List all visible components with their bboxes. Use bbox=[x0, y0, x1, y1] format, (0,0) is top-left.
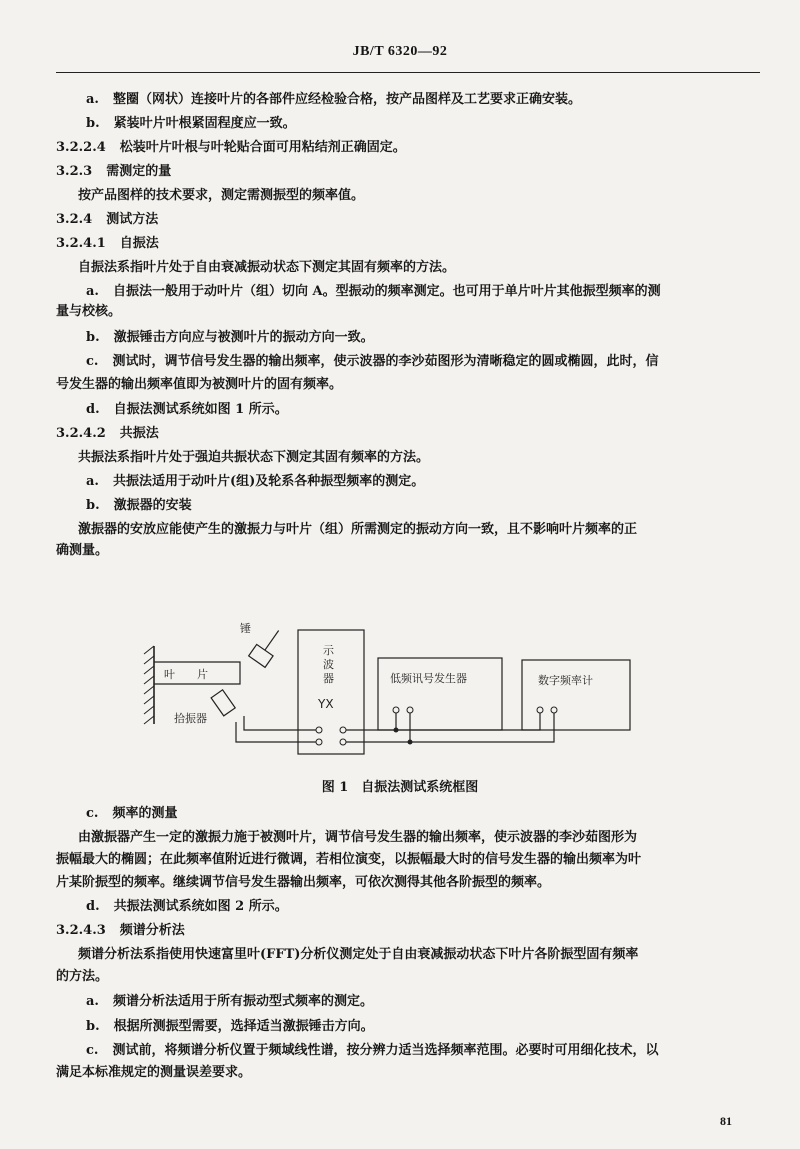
pickup-label: 拾振器 bbox=[174, 712, 207, 725]
document-header: JB/T 6320—92 bbox=[352, 44, 448, 59]
svg-text:波: 波 bbox=[323, 658, 334, 671]
svg-text:示: 示 bbox=[323, 644, 334, 657]
text-line: a. 整圈（网状）连接叶片的各部件应经检验合格，按产品图样及工艺要求正确安装。 bbox=[86, 92, 581, 107]
blade-label: 叶 片 bbox=[164, 668, 208, 681]
figure-1-caption: 图 1 自振法测试系统框图 bbox=[321, 780, 479, 795]
text-line: 片某阶振型的频率。继续调节信号发生器输出频率，可依次测得其他各阶振型的频率。 bbox=[56, 875, 551, 890]
text-line: 振幅最大的椭圆；在此频率值附近进行微调，若相位演变，以振幅最大时的信号发生器的输出频率为叶 bbox=[56, 852, 642, 867]
text-line: 频谱分析法系指使用快速富里叶(FFT)分析仪测定处于自由衰减振动状态下叶片各阶振型固有频率 bbox=[78, 947, 639, 962]
text-line: 的方法。 bbox=[56, 969, 109, 984]
text-line: b. 激振锤击方向应与被测叶片的振动方向一致。 bbox=[86, 330, 374, 345]
text-line: c. 频率的测量 bbox=[86, 806, 178, 821]
text-line: 满足本标准规定的测量误差要求。 bbox=[56, 1065, 252, 1080]
oscilloscope-model: YX bbox=[318, 697, 334, 711]
hammer-label: 锤 bbox=[240, 622, 251, 635]
text-line: 共振法系指叶片处于强迫共振状态下测定其固有频率的方法。 bbox=[78, 450, 430, 465]
svg-text:器: 器 bbox=[323, 672, 334, 685]
text-line: 由激振器产生一定的激振力施于被测叶片，调节信号发生器的输出频率，使示波器的李沙茹图形为 bbox=[78, 830, 638, 845]
text-line: c. 测试时，调节信号发生器的输出频率，使示波器的李沙茹图形为清晰稳定的圆或椭圆，此时，信 bbox=[86, 354, 659, 369]
text-line: a. 自振法一般用于动叶片（组）切向 A。型振动的频率测定。也可用于单片叶片其他振型频率的测 bbox=[86, 284, 661, 299]
figure-1-diagram bbox=[140, 612, 660, 760]
text-line: c. 测试前，将频谱分析仪置于频域线性谱，按分辨力适当选择频率范围。必要时可用细化技术，以 bbox=[86, 1043, 659, 1058]
text-line: 激振器的安放应能使产生的激振力与叶片（组）所需测定的振动方向一致，且不影响叶片频率的正 bbox=[78, 522, 638, 537]
section-heading: 3.2.3 需测定的量 bbox=[56, 164, 172, 179]
text-line: d. 共振法测试系统如图 2 所示。 bbox=[86, 899, 288, 914]
text-line: a. 频谱分析法适用于所有振动型式频率的测定。 bbox=[86, 994, 373, 1009]
text-line: b. 紧装叶片叶根紧固程度应一致。 bbox=[86, 116, 296, 131]
section-heading: 3.2.2.4 松装叶片叶根与叶轮贴合面可用粘结剂正确固定。 bbox=[56, 140, 406, 155]
text-line: d. 自振法测试系统如图 1 所示。 bbox=[86, 402, 288, 417]
section-heading: 3.2.4.1 自振法 bbox=[56, 236, 159, 251]
text-line: b. 根据所测振型需要，选择适当激振锤击方向。 bbox=[86, 1019, 374, 1034]
frequency-meter-label: 数字频率计 bbox=[538, 674, 593, 687]
signal-generator-label: 低频讯号发生器 bbox=[390, 672, 467, 685]
text-line: 确测量。 bbox=[56, 543, 109, 558]
section-heading: 3.2.4.2 共振法 bbox=[56, 426, 159, 441]
text-line: b. 激振器的安装 bbox=[86, 498, 192, 513]
text-line: 量与校核。 bbox=[56, 304, 122, 319]
text-line: 按产品图样的技术要求，测定需测振型的频率值。 bbox=[78, 188, 365, 203]
text-line: 号发生器的输出频率值即为被测叶片的固有频率。 bbox=[56, 377, 343, 392]
frequency-meter-box bbox=[522, 660, 630, 730]
header-rule bbox=[56, 72, 760, 73]
page-number: 81 bbox=[720, 1114, 732, 1128]
section-heading: 3.2.4 测试方法 bbox=[56, 212, 159, 227]
text-line: a. 共振法适用于动叶片(组)及轮系各种振型频率的测定。 bbox=[86, 474, 425, 489]
text-line: 自振法系指叶片处于自由衰减振动状态下测定其固有频率的方法。 bbox=[78, 260, 456, 275]
section-heading: 3.2.4.3 频谱分析法 bbox=[56, 923, 185, 938]
